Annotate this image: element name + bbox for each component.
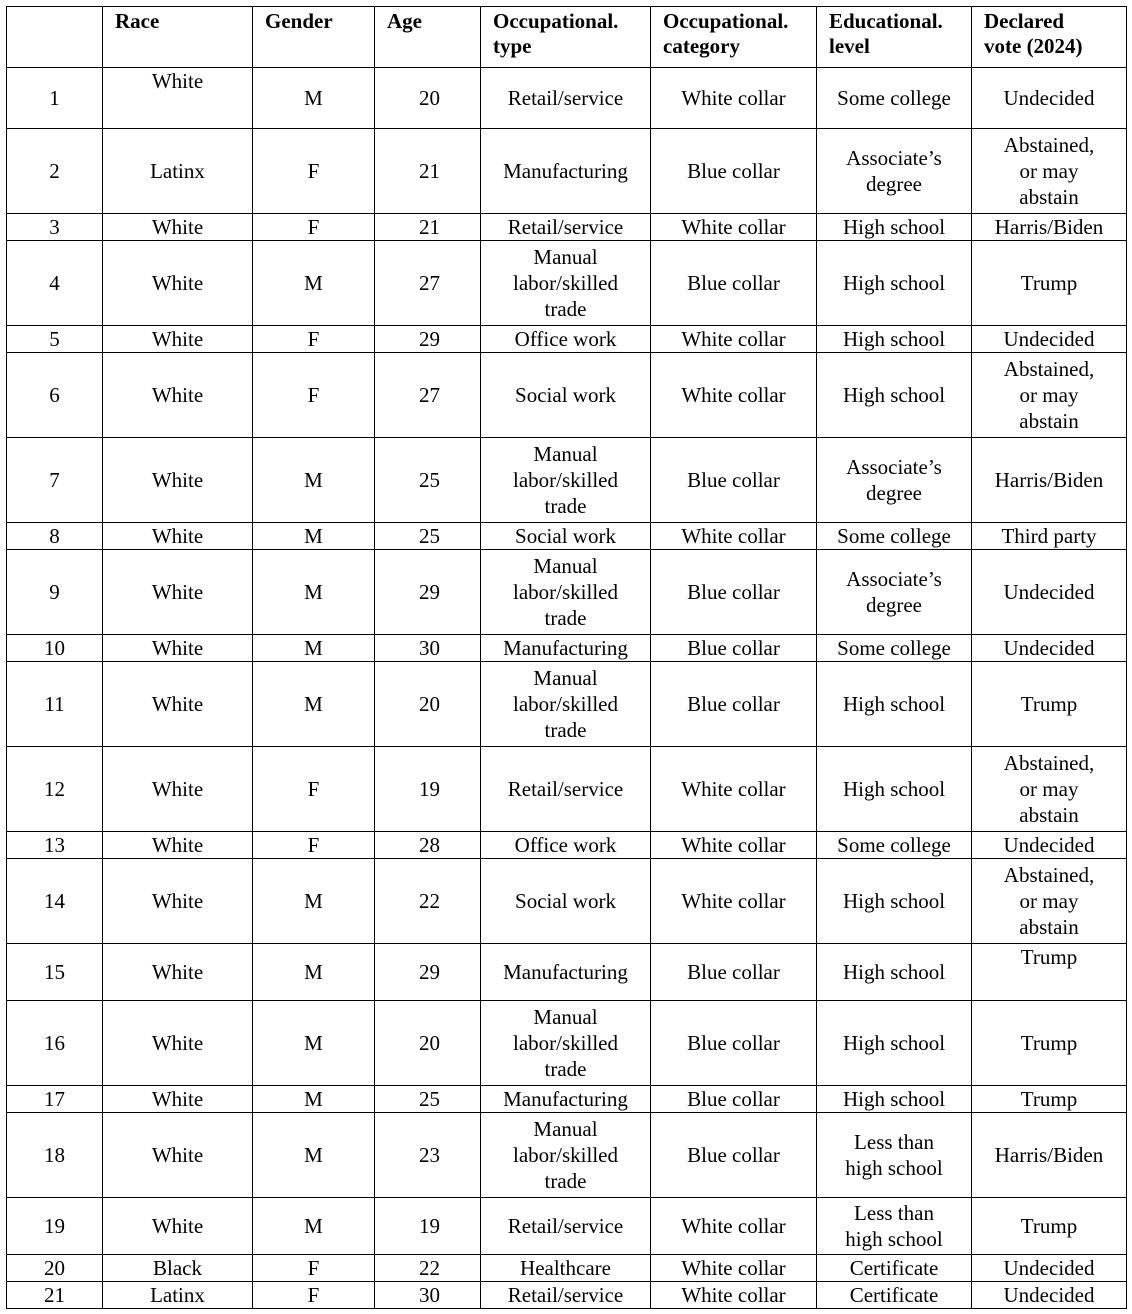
cell-declared-vote: [972, 438, 1127, 523]
cell-occupational-type-line: trade: [544, 1169, 587, 1193]
cell-occupational-type-line: Office work: [514, 833, 617, 857]
cell-age: 27: [375, 241, 481, 326]
cell-educational-level: [817, 353, 972, 438]
table-row: [7, 1282, 1127, 1309]
cell-declared-vote: [972, 859, 1127, 944]
cell-educational-level: [817, 944, 972, 1001]
table-row: [7, 1255, 1127, 1282]
cell-occupational-type: [481, 944, 651, 1001]
cell-gender: M: [253, 1086, 375, 1113]
cell-occupational-type-line: trade: [544, 718, 587, 742]
cell-declared-vote-line: Abstained,: [1003, 357, 1095, 381]
cell-race: Latinx: [103, 1282, 253, 1309]
cell-gender: M: [253, 438, 375, 523]
cell-occupational-type-line: labor/skilled: [513, 580, 618, 604]
cell-declared-vote-line: abstain: [1019, 409, 1079, 433]
cell-educational-level-line: Associate’s: [846, 455, 942, 479]
cell-gender: M: [253, 550, 375, 635]
cell-occupational-category: Blue collar: [651, 944, 817, 1001]
cell-occupational-type: [481, 1282, 651, 1309]
cell-educational-level: [817, 68, 972, 129]
cell-educational-level-line: degree: [866, 172, 922, 196]
cell-number: 13: [7, 832, 103, 859]
cell-occupational-type-line: Manufacturing: [503, 1087, 628, 1111]
cell-age: 30: [375, 1282, 481, 1309]
cell-gender: M: [253, 1198, 375, 1255]
cell-occupational-type-line: trade: [544, 1057, 587, 1081]
header-declared-vote: Declared vote (2024): [972, 7, 1127, 68]
cell-declared-vote: [972, 635, 1127, 662]
cell-educational-level-line: degree: [866, 481, 922, 505]
cell-number: 16: [7, 1001, 103, 1086]
header-occupational-category: Occupational. category: [651, 7, 817, 68]
cell-number: 6: [7, 353, 103, 438]
cell-declared-vote-line: Undecided: [1003, 636, 1095, 660]
table-row: [7, 1198, 1127, 1255]
cell-educational-level-line: Some college: [837, 636, 951, 660]
cell-number: 9: [7, 550, 103, 635]
cell-race: White: [103, 241, 253, 326]
cell-race: Black: [103, 1255, 253, 1282]
cell-occupational-type-line: Retail/service: [507, 86, 624, 110]
cell-educational-level-line: high school: [845, 1156, 943, 1180]
cell-educational-level: [817, 1001, 972, 1086]
cell-occupational-type-line: Retail/service: [507, 1214, 624, 1238]
cell-occupational-type: [481, 1255, 651, 1282]
cell-declared-vote: [972, 662, 1127, 747]
cell-occupational-type-line: labor/skilled: [513, 1143, 618, 1167]
cell-occupational-type: [481, 859, 651, 944]
cell-educational-level-line: Some college: [837, 524, 951, 548]
cell-occupational-type-line: trade: [544, 606, 587, 630]
table-row: [7, 129, 1127, 214]
cell-declared-vote: [972, 68, 1127, 129]
cell-race: White: [103, 635, 253, 662]
cell-occupational-type: [481, 662, 651, 747]
cell-occupational-type: [481, 832, 651, 859]
cell-number: 1: [7, 68, 103, 129]
cell-educational-level: [817, 214, 972, 241]
cell-occupational-category: Blue collar: [651, 635, 817, 662]
cell-occupational-type: [481, 1001, 651, 1086]
header-gender: Gender: [253, 7, 375, 68]
cell-age: 29: [375, 944, 481, 1001]
cell-educational-level-line: Less than: [854, 1130, 934, 1154]
table-row: [7, 326, 1127, 353]
cell-declared-vote: [972, 214, 1127, 241]
cell-occupational-type: [481, 129, 651, 214]
cell-gender: F: [253, 326, 375, 353]
cell-declared-vote: [972, 523, 1127, 550]
cell-number: 3: [7, 214, 103, 241]
cell-declared-vote-line: Trump: [1020, 692, 1078, 716]
cell-declared-vote-line: Abstained,: [1003, 863, 1095, 887]
cell-occupational-type-line: Social work: [515, 383, 616, 407]
cell-age: 28: [375, 832, 481, 859]
cell-occupational-type-line: trade: [544, 494, 587, 518]
cell-occupational-type: [481, 1086, 651, 1113]
cell-educational-level: [817, 1086, 972, 1113]
table-row: [7, 832, 1127, 859]
cell-declared-vote-line: Undecided: [1003, 1256, 1095, 1280]
cell-number: 19: [7, 1198, 103, 1255]
cell-declared-vote-line: abstain: [1019, 185, 1079, 209]
cell-educational-level: [817, 523, 972, 550]
table-row: [7, 523, 1127, 550]
cell-occupational-type-line: labor/skilled: [513, 468, 618, 492]
cell-declared-vote: [972, 129, 1127, 214]
cell-age: 30: [375, 635, 481, 662]
cell-declared-vote-line: Abstained,: [1003, 751, 1095, 775]
cell-occupational-type-line: Manufacturing: [503, 159, 628, 183]
cell-declared-vote-line: Trump: [1020, 945, 1078, 969]
header-educational-level: Educational. level: [817, 7, 972, 68]
cell-occupational-category: Blue collar: [651, 1086, 817, 1113]
cell-race: White: [103, 550, 253, 635]
cell-educational-level-line: Certificate: [849, 1283, 939, 1307]
cell-educational-level-line: Certificate: [849, 1256, 939, 1280]
cell-race: White: [103, 326, 253, 353]
cell-occupational-type-line: trade: [544, 297, 587, 321]
cell-declared-vote: [972, 1113, 1127, 1198]
cell-race: Latinx: [103, 129, 253, 214]
cell-number: 15: [7, 944, 103, 1001]
table-row: [7, 214, 1127, 241]
cell-educational-level-line: High school: [842, 777, 946, 801]
cell-gender: F: [253, 832, 375, 859]
header-occupational-type: Occupational. type: [481, 7, 651, 68]
cell-gender: M: [253, 859, 375, 944]
cell-race: White: [103, 1001, 253, 1086]
cell-number: 2: [7, 129, 103, 214]
cell-race: White: [103, 832, 253, 859]
cell-occupational-type: [481, 241, 651, 326]
cell-age: 20: [375, 1001, 481, 1086]
cell-occupational-category: Blue collar: [651, 662, 817, 747]
cell-occupational-type-line: labor/skilled: [513, 692, 618, 716]
cell-declared-vote: [972, 1255, 1127, 1282]
cell-occupational-type-line: Manual: [533, 666, 598, 690]
cell-declared-vote-line: Trump: [1020, 1214, 1078, 1238]
cell-age: 20: [375, 68, 481, 129]
cell-occupational-type-line: labor/skilled: [513, 1031, 618, 1055]
cell-educational-level: [817, 129, 972, 214]
cell-occupational-type-line: Manual: [533, 1005, 598, 1029]
table-body: [7, 68, 1127, 1309]
cell-race: White: [103, 747, 253, 832]
cell-race: White: [103, 662, 253, 747]
cell-educational-level-line: degree: [866, 593, 922, 617]
cell-occupational-type-line: Manufacturing: [503, 636, 628, 660]
cell-educational-level: [817, 832, 972, 859]
cell-educational-level-line: High school: [842, 1031, 946, 1055]
cell-occupational-category: White collar: [651, 1255, 817, 1282]
cell-educational-level-line: high school: [845, 1227, 943, 1251]
table-row: [7, 68, 1127, 129]
cell-occupational-type-line: Retail/service: [507, 1283, 624, 1307]
cell-age: 22: [375, 1255, 481, 1282]
table-row: [7, 944, 1127, 1001]
cell-occupational-type: [481, 68, 651, 129]
cell-occupational-type-line: Retail/service: [507, 215, 624, 239]
cell-gender: M: [253, 662, 375, 747]
cell-age: 21: [375, 214, 481, 241]
table-row: [7, 550, 1127, 635]
cell-occupational-category: White collar: [651, 523, 817, 550]
cell-declared-vote: [972, 1198, 1127, 1255]
table-row: [7, 1086, 1127, 1113]
cell-educational-level: [817, 1282, 972, 1309]
cell-occupational-type-line: Manual: [533, 442, 598, 466]
header-number: [7, 7, 103, 68]
cell-number: 21: [7, 1282, 103, 1309]
cell-educational-level: [817, 1198, 972, 1255]
cell-occupational-type: [481, 747, 651, 832]
cell-race: White: [103, 438, 253, 523]
cell-age: 25: [375, 438, 481, 523]
cell-race: White: [103, 1086, 253, 1113]
cell-gender: F: [253, 353, 375, 438]
header-row: [7, 7, 1127, 68]
cell-occupational-category: Blue collar: [651, 438, 817, 523]
cell-declared-vote-line: Undecided: [1003, 833, 1095, 857]
cell-race: White: [103, 214, 253, 241]
cell-educational-level-line: Some college: [837, 86, 951, 110]
cell-age: 29: [375, 326, 481, 353]
cell-educational-level-line: High school: [842, 383, 946, 407]
cell-occupational-type-line: Social work: [515, 889, 616, 913]
table-row: [7, 241, 1127, 326]
table-row: [7, 1001, 1127, 1086]
cell-age: 29: [375, 550, 481, 635]
cell-educational-level-line: Some college: [837, 833, 951, 857]
cell-occupational-type-line: Healthcare: [520, 1256, 611, 1280]
cell-number: 5: [7, 326, 103, 353]
cell-gender: M: [253, 523, 375, 550]
cell-declared-vote: [972, 747, 1127, 832]
cell-number: 20: [7, 1255, 103, 1282]
cell-occupational-category: Blue collar: [651, 1113, 817, 1198]
table-row: [7, 635, 1127, 662]
cell-occupational-category: White collar: [651, 68, 817, 129]
cell-occupational-type: [481, 353, 651, 438]
cell-occupational-type-line: Manual: [533, 554, 598, 578]
cell-declared-vote-line: Harris/Biden: [994, 1143, 1104, 1167]
table-row: [7, 1113, 1127, 1198]
cell-occupational-category: White collar: [651, 747, 817, 832]
cell-educational-level-line: High school: [842, 692, 946, 716]
cell-declared-vote-line: Harris/Biden: [994, 468, 1104, 492]
table-row: [7, 747, 1127, 832]
cell-race: White: [103, 353, 253, 438]
cell-declared-vote: [972, 353, 1127, 438]
cell-gender: F: [253, 747, 375, 832]
cell-declared-vote: [972, 1282, 1127, 1309]
cell-occupational-category: White collar: [651, 832, 817, 859]
cell-age: 19: [375, 1198, 481, 1255]
participant-table: [6, 6, 1127, 1309]
cell-gender: F: [253, 1282, 375, 1309]
cell-gender: M: [253, 944, 375, 1001]
table-row: [7, 662, 1127, 747]
cell-number: 18: [7, 1113, 103, 1198]
cell-occupational-type: [481, 326, 651, 353]
cell-occupational-type: [481, 1113, 651, 1198]
cell-occupational-category: Blue collar: [651, 550, 817, 635]
cell-occupational-category: White collar: [651, 1282, 817, 1309]
cell-declared-vote-line: or may: [1019, 777, 1079, 801]
cell-educational-level-line: High school: [842, 960, 946, 984]
cell-age: 22: [375, 859, 481, 944]
cell-declared-vote-line: abstain: [1019, 803, 1079, 827]
cell-occupational-type: [481, 550, 651, 635]
cell-occupational-category: Blue collar: [651, 1001, 817, 1086]
cell-occupational-category: Blue collar: [651, 241, 817, 326]
cell-occupational-category: White collar: [651, 859, 817, 944]
cell-declared-vote-line: Abstained,: [1003, 133, 1095, 157]
cell-occupational-type: [481, 523, 651, 550]
cell-declared-vote-line: or may: [1019, 159, 1079, 183]
cell-educational-level: [817, 1255, 972, 1282]
cell-educational-level-line: High school: [842, 215, 946, 239]
cell-declared-vote-line: Undecided: [1003, 327, 1095, 351]
cell-declared-vote-line: abstain: [1019, 915, 1079, 939]
cell-age: 19: [375, 747, 481, 832]
cell-declared-vote: [972, 550, 1127, 635]
cell-declared-vote: [972, 944, 1127, 1001]
cell-declared-vote-line: Third party: [1001, 524, 1097, 548]
cell-number: 4: [7, 241, 103, 326]
cell-declared-vote-line: Undecided: [1003, 580, 1095, 604]
cell-educational-level: [817, 747, 972, 832]
header-race: Race: [103, 7, 253, 68]
cell-educational-level-line: High school: [842, 327, 946, 351]
cell-educational-level-line: High school: [842, 889, 946, 913]
cell-educational-level: [817, 438, 972, 523]
cell-educational-level: [817, 1113, 972, 1198]
cell-educational-level: [817, 859, 972, 944]
cell-occupational-type-line: Office work: [514, 327, 617, 351]
cell-declared-vote-line: Trump: [1020, 1087, 1078, 1111]
cell-age: 27: [375, 353, 481, 438]
cell-number: 8: [7, 523, 103, 550]
cell-declared-vote-line: Trump: [1020, 271, 1078, 295]
cell-declared-vote-line: Trump: [1020, 1031, 1078, 1055]
cell-number: 11: [7, 662, 103, 747]
cell-educational-level-line: High school: [842, 1087, 946, 1111]
cell-occupational-type-line: Manual: [533, 1117, 598, 1141]
cell-declared-vote-line: Undecided: [1003, 86, 1095, 110]
cell-occupational-category: White collar: [651, 353, 817, 438]
table-row: [7, 438, 1127, 523]
cell-educational-level-line: Associate’s: [846, 146, 942, 170]
cell-declared-vote-line: Harris/Biden: [994, 215, 1104, 239]
cell-gender: F: [253, 1255, 375, 1282]
cell-occupational-category: White collar: [651, 326, 817, 353]
cell-age: 25: [375, 523, 481, 550]
cell-educational-level: [817, 241, 972, 326]
cell-occupational-category: White collar: [651, 1198, 817, 1255]
cell-race: White: [103, 944, 253, 1001]
cell-educational-level: [817, 662, 972, 747]
cell-educational-level-line: High school: [842, 271, 946, 295]
cell-number: 7: [7, 438, 103, 523]
cell-educational-level-line: Less than: [854, 1201, 934, 1225]
cell-declared-vote: [972, 832, 1127, 859]
cell-educational-level: [817, 326, 972, 353]
table-row: [7, 859, 1127, 944]
cell-occupational-type-line: labor/skilled: [513, 271, 618, 295]
cell-declared-vote-line: or may: [1019, 383, 1079, 407]
cell-race: White: [103, 68, 253, 129]
cell-declared-vote: [972, 1001, 1127, 1086]
cell-gender: M: [253, 635, 375, 662]
cell-race: White: [103, 859, 253, 944]
cell-gender: M: [253, 1001, 375, 1086]
cell-declared-vote: [972, 1086, 1127, 1113]
cell-number: 14: [7, 859, 103, 944]
cell-occupational-category: Blue collar: [651, 129, 817, 214]
cell-number: 17: [7, 1086, 103, 1113]
cell-age: 21: [375, 129, 481, 214]
cell-age: 25: [375, 1086, 481, 1113]
cell-educational-level: [817, 635, 972, 662]
cell-occupational-type: [481, 214, 651, 241]
cell-race: White: [103, 1198, 253, 1255]
cell-gender: M: [253, 241, 375, 326]
cell-occupational-type: [481, 635, 651, 662]
cell-age: 20: [375, 662, 481, 747]
cell-gender: M: [253, 1113, 375, 1198]
cell-number: 12: [7, 747, 103, 832]
cell-declared-vote-line: or may: [1019, 889, 1079, 913]
cell-gender: F: [253, 214, 375, 241]
cell-declared-vote: [972, 241, 1127, 326]
header-age: Age: [375, 7, 481, 68]
cell-occupational-type-line: Manufacturing: [503, 960, 628, 984]
cell-occupational-type-line: Manual: [533, 245, 598, 269]
cell-occupational-type-line: Social work: [515, 524, 616, 548]
cell-gender: M: [253, 68, 375, 129]
cell-occupational-type: [481, 1198, 651, 1255]
cell-number: 10: [7, 635, 103, 662]
cell-race: White: [103, 523, 253, 550]
cell-educational-level-line: Associate’s: [846, 567, 942, 591]
cell-declared-vote-line: Undecided: [1003, 1283, 1095, 1307]
cell-educational-level: [817, 550, 972, 635]
cell-race: White: [103, 1113, 253, 1198]
cell-occupational-category: White collar: [651, 214, 817, 241]
cell-declared-vote: [972, 326, 1127, 353]
cell-occupational-type: [481, 438, 651, 523]
table-row: [7, 353, 1127, 438]
cell-age: 23: [375, 1113, 481, 1198]
cell-gender: F: [253, 129, 375, 214]
cell-occupational-type-line: Retail/service: [507, 777, 624, 801]
